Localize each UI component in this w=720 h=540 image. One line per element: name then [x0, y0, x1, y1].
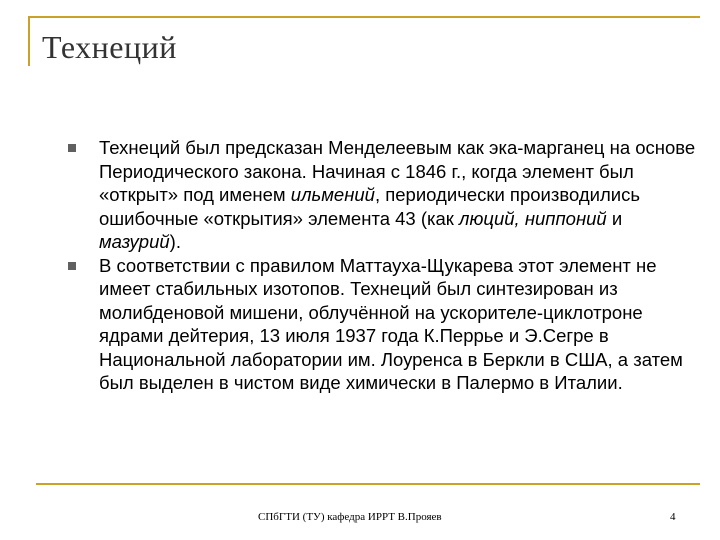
- bullet-1-part-1: Технеций был предсказан Менделеевым как эка-марганец на основе Периодического закона. Начиная с 1846 г., когда элемент был «открыт» под именем: [99, 137, 696, 205]
- bullet-item-2: [68, 254, 708, 395]
- bullet-1-text: [99, 137, 695, 252]
- bullet-1-part-3: и: [606, 207, 623, 229]
- bullet-square-icon: [68, 144, 76, 152]
- page-number: 4: [670, 511, 676, 523]
- frame-left-line: [28, 16, 30, 66]
- bullet-item-1: [68, 136, 708, 254]
- bullet-1-italic-2: люций, ниппоний: [459, 207, 607, 229]
- frame-top-line: [28, 16, 700, 18]
- slide-title: Технеций: [42, 29, 177, 65]
- bullet-1-part-2: , периодически производились ошибочные «открытия» элемента 43 (как: [99, 184, 640, 229]
- bullet-1-italic-1: ильмений: [290, 184, 375, 205]
- footer-divider: [36, 483, 700, 485]
- bullet-square-icon: [68, 262, 76, 270]
- footer-text: СПбГТИ (ТУ) кафедра ИРРТ В.Прояев: [258, 511, 442, 523]
- bullet-1-italic-3: мазурий: [99, 231, 170, 252]
- bullet-2-text: В соответствии с правилом Маттауха-Щукарева этот элемент не имеет стабильных изотопов. Технеций был синтезирован из молибденовой мишени, облучённой на ускорителе-циклотроне ядрами дейтерия, 13 июля 1937 года К.Перрье и Э.Сегре в Национальной лаборатории им. Лоуренса в Беркли в США, а затем был выделен в чистом виде химически в Палермо в Италии.: [99, 254, 683, 393]
- bullet-1-part-4: ).: [169, 231, 181, 252]
- bullet-list: [68, 136, 708, 395]
